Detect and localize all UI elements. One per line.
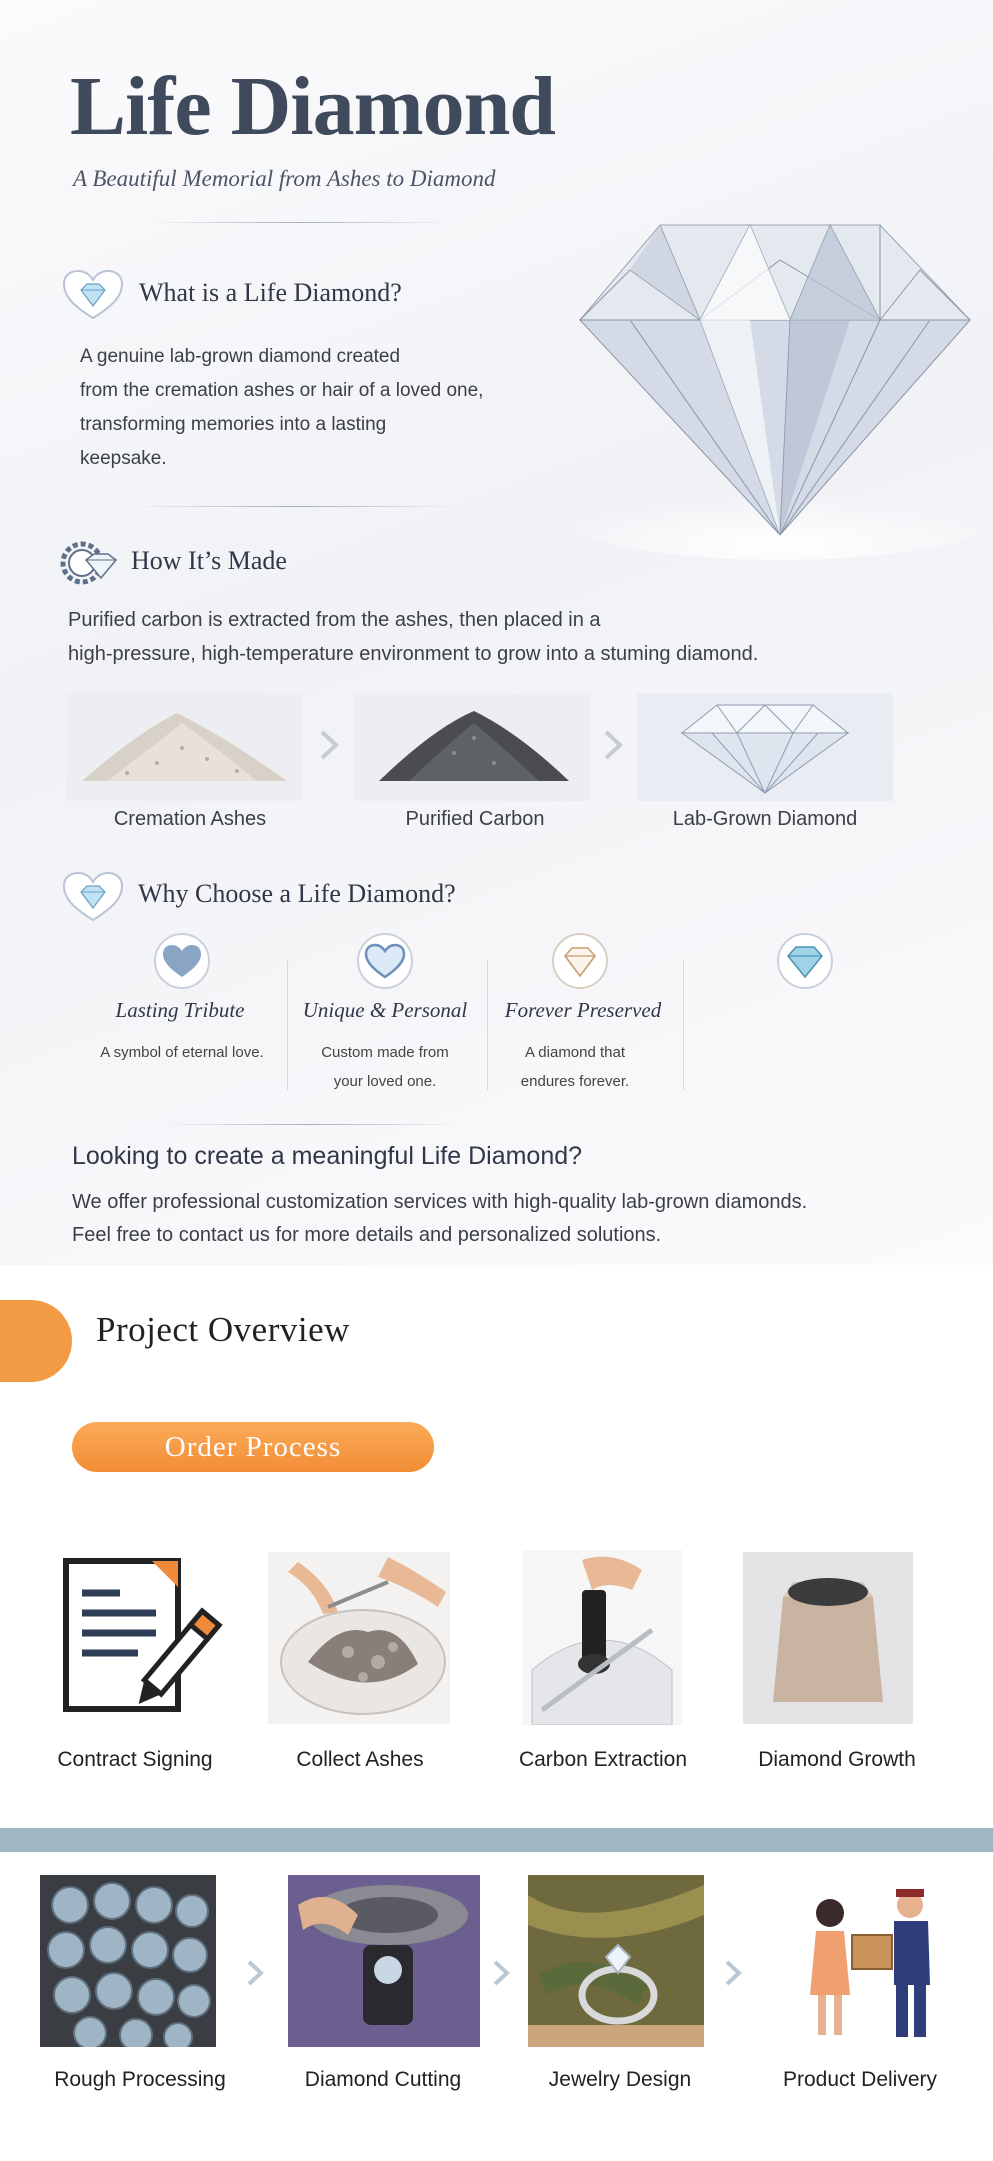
process-step-label: Contract Signing [57,1748,213,1771]
ashes-in-dish-image [268,1552,450,1724]
divider [487,960,488,1090]
cutting-machine-image [288,1875,480,2047]
chevron-right-icon [600,728,626,762]
blue-heart-icon [147,932,217,990]
page-subtitle: A Beautiful Memorial from Ashes to Diamond [73,166,496,191]
chevron-right-icon [722,1958,744,1988]
process-step-label: Diamond Cutting [304,2068,462,2091]
gold-diamond-heart-icon [545,932,615,990]
page-title: Life Diamond [70,60,556,153]
why-item-text: A diamond that endures forever. [520,1044,630,1090]
process-step-label: Collect Ashes [296,1748,424,1771]
process-step-label: Jewelry Design [548,2068,692,2091]
process-step-label: Rough Processing [54,2068,226,2091]
section-band [0,1828,993,1852]
order-process-button[interactable]: Order Process [72,1422,434,1472]
what-heading: What is a Life Diamond? [139,278,402,307]
divider [683,960,684,1090]
how-text: Purified carbon is extracted from the ashes, then placed in a high-pressure, high-temperature environment to grow into a stuming diamond. [68,609,759,665]
why-item-title: Forever Preserved [504,998,662,1022]
diamond-heart-icon [60,268,126,322]
delivery-people-image [790,1875,960,2047]
cta-heading: Looking to create a meaningful Life Diamond? [72,1142,583,1170]
heart-outline-icon [350,932,420,990]
why-item-title: Unique & Personal [302,998,468,1022]
step-label: Lab-Grown Diamond [672,808,858,830]
process-step-label: Diamond Growth [758,1748,916,1771]
why-heading: Why Choose a Life Diamond? [138,879,456,908]
rough-diamonds-image [40,1875,216,2047]
cta-text: We offer professional customization services with high-quality lab-grown diamonds. Feel free to contact us for more details and personalized solutions. [72,1191,808,1246]
chevron-right-icon [244,1958,266,1988]
ash-pile-image [67,693,303,801]
how-heading: How It’s Made [131,546,287,575]
gear-diamond-icon [56,536,122,590]
growth-block-image [743,1552,913,1724]
why-item-text: A symbol of eternal love. [100,1044,264,1061]
diamond-image [637,693,893,801]
blue-diamond-icon [770,932,840,990]
step-label: Cremation Ashes [113,808,267,830]
diamond-heart-icon [60,870,126,924]
divider [160,1124,460,1125]
what-text: A genuine lab-grown diamond created from the cremation ashes or hair of a loved one, transforming memories into a lasting keepsake. [80,346,484,469]
carbon-pile-image [354,693,590,801]
why-item-text: Custom made from your loved one. [321,1044,449,1090]
divider [130,506,460,507]
hero-diamond-image [550,200,990,560]
divider [150,222,450,223]
why-item-title: Lasting Tribute [115,998,245,1022]
section-tab-accent [0,1300,72,1382]
contract-pencil-image [60,1555,230,1715]
process-step-label: Carbon Extraction [518,1748,688,1771]
carbon-sample-image [522,1550,682,1725]
chevron-right-icon [316,728,342,762]
divider [287,960,288,1090]
step-label: Purified Carbon [405,808,545,830]
overview-title: Project Overview [96,1310,350,1349]
chevron-right-icon [490,1958,512,1988]
ring-design-image [528,1875,704,2047]
process-step-label: Product Delivery [782,2068,938,2091]
